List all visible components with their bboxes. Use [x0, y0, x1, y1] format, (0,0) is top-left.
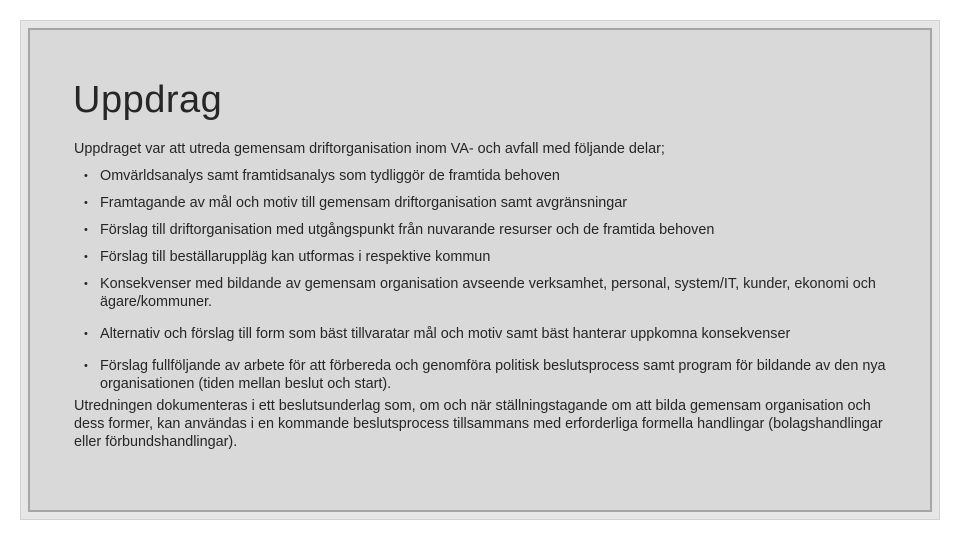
list-item	[74, 248, 894, 266]
list-item-text: Omvärldsanalys samt framtidsanalys som tydliggör de framtida behoven	[100, 168, 560, 184]
list-item-text: Förslag till beställaruppläg kan utformas i respektive kommun	[100, 249, 491, 265]
bullet-icon: •	[84, 224, 88, 236]
bullet-icon: •	[84, 251, 88, 263]
list-item-text: Framtagande av mål och motiv till gemensam driftorganisation samt avgränsningar	[100, 195, 628, 211]
list-item	[74, 167, 894, 185]
list-item	[74, 325, 894, 343]
bullet-icon: •	[84, 170, 88, 182]
bullet-icon: •	[84, 328, 88, 340]
slide-body	[74, 140, 894, 451]
bullet-list	[74, 167, 894, 393]
bullet-icon: •	[84, 360, 88, 372]
list-item	[74, 275, 894, 311]
list-item-text: Alternativ och förslag till form som bäst tillvaratar mål och motiv samt bäst hanterar uppkomna konsekvenser	[100, 326, 791, 342]
outro-text: Utredningen dokumenteras i ett beslutsunderlag som, om och när ställningstagande om att bilda gemensam organisation och dess former, kan användas i en kommande beslutsprocess tillsammans med erforderliga formella handlingar (bolagshandlingar eller förbundshandlingar).	[74, 398, 883, 450]
list-item-text: Förslag fullföljande av arbete för att förbereda och genomföra politisk beslutsprocess samt program för bildande av den nya organisationen (tiden mellan beslut och start).	[100, 358, 886, 392]
intro-text: Uppdraget var att utreda gemensam driftorganisation inom VA- och avfall med följande delar;	[74, 141, 665, 157]
list-item	[74, 357, 894, 393]
slide-title: Uppdrag	[73, 79, 223, 121]
bullet-icon: •	[84, 278, 88, 290]
bullet-icon: •	[84, 197, 88, 209]
list-item-text: Förslag till driftorganisation med utgångspunkt från nuvarande resurser och de framtida behoven	[100, 222, 715, 238]
list-item	[74, 194, 894, 212]
list-item	[74, 221, 894, 239]
list-item-text: Konsekvenser med bildande av gemensam organisation avseende verksamhet, personal, system/IT, kunder, ekonomi och ägare/kommuner.	[100, 276, 876, 310]
